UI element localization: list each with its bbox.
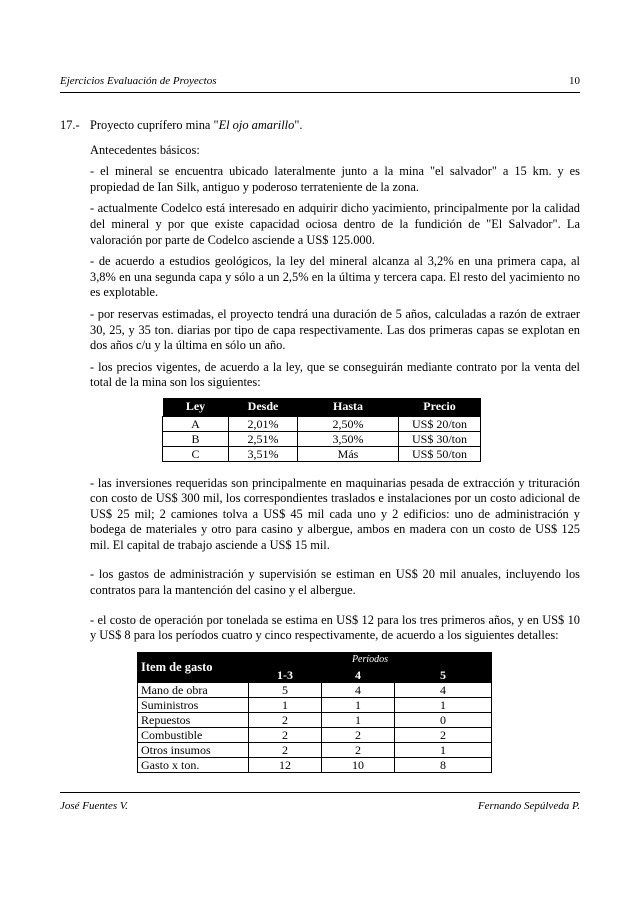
col-header: Precio [399,398,481,416]
cell: Repuestos [138,712,249,727]
cell: US$ 50/ton [399,446,481,461]
footer-author-right: Fernando Sepúlveda P. [477,800,580,812]
table-row [163,416,481,431]
cell: 2 [249,742,322,757]
cell: 2 [322,742,395,757]
period-header: 1-3 [249,667,322,682]
col-header: Desde [229,398,298,416]
cell: US$ 30/ton [399,431,481,446]
cell: C [163,446,229,461]
cell: 8 [395,757,492,772]
cell: 10 [322,757,395,772]
cell: 1 [322,712,395,727]
table-row [138,757,492,772]
cell: Mano de obra [138,682,249,697]
cell: Otros insumos [138,742,249,757]
paragraph: - de acuerdo a estudios geológicos, la ley del mineral alcanza al 3,2% en una primera capa, al 3,8% en una segunda capa y sólo a un 2,5% en la última y tercera capa. El resto del yacimiento no es explotable. [90,254,580,300]
paragraph: - por reservas estimadas, el proyecto tendrá una duración de 5 años, calculadas a razón de extraer 30, 25, y 35 ton. diarias por tipo de capa respectivamente. Las dos primeras capas se explotan en dos años c/u y la última en sólo un año. [90,306,580,353]
price-table [162,398,481,462]
cell: 2 [249,712,322,727]
exercise-title [60,118,580,134]
cell: 1 [322,697,395,712]
price-table-header [163,398,481,416]
cell: 2 [395,727,492,742]
paragraph: - actualmente Codelco está interesado en adquirir dicho yacimiento, principalmente por la calidad del mineral y por que existe capacidad ociosa dentro de la fundición de "El Salvador". La valoración por parte de Codelco asciende a US$ 125.000. [90,201,580,247]
table-row [138,742,492,757]
cell: Combustible [138,727,249,742]
cost-table [137,652,492,773]
cost-table-header-top [138,652,492,667]
cell: 2,51% [229,431,298,446]
item-header: Item de gasto [138,652,249,682]
cell: 1 [395,697,492,712]
cell: 3,51% [229,446,298,461]
table-row [138,682,492,697]
exercise-body [60,118,580,773]
period-header: 5 [395,667,492,682]
footer-rule [60,792,580,793]
period-header: 4 [322,667,395,682]
cell: 5 [249,682,322,697]
antecedentes-label: Antecedentes básicos: [90,142,200,157]
table-row [138,727,492,742]
cell: 2 [322,727,395,742]
paragraph: - el mineral se encuentra ubicado lateralmente junto a la mina "el salvador" a 15 km. y es propiedad de Ian Silk, antiguo y poderoso terrateniente de la zona. [90,164,580,194]
cell: B [163,431,229,446]
cell: Más [298,446,399,461]
cell: 12 [249,757,322,772]
cell: 1 [249,697,322,712]
title-italic: El ojo amarillo [218,118,295,132]
periods-label: Períodos [249,652,492,667]
cell: A [163,416,229,431]
cell: 3,50% [298,431,399,446]
paragraph: - los precios vigentes, de acuerdo a la ley, que se conseguirán mediante contrato por la venta del total de la mina son los siguientes: [90,359,580,390]
cell: 4 [322,682,395,697]
table-row [138,712,492,727]
title-prefix: Proyecto cuprífero mina " [90,118,219,132]
footer-author-left: José Fuentes V. [60,800,128,812]
page-header [60,75,580,87]
paragraph: - los gastos de administración y supervisión se estiman en US$ 20 mil anuales, incluyendo los contratos para la mantención del casino y el albergue. [90,567,580,598]
page-number: 10 [569,75,580,87]
cell: 0 [395,712,492,727]
table-row [138,697,492,712]
exercise-heading [90,118,302,134]
cell: 2,50% [298,416,399,431]
paragraph: - el costo de operación por tonelada se estima en US$ 12 para los tres primeros años, y en US$ 10 y US$ 8 para los períodos cuatro y cinco respectivamente, de acuerdo a los siguientes detalles: [90,612,580,643]
page-footer [60,800,580,812]
cell: 4 [395,682,492,697]
col-header: Ley [163,398,229,416]
header-title: Ejercicios Evaluación de Proyectos [60,75,217,87]
table-row [163,431,481,446]
cell: Suministros [138,697,249,712]
cell: US$ 20/ton [399,416,481,431]
col-header: Hasta [298,398,399,416]
cell: 2,01% [229,416,298,431]
exercise-number: 17.- [60,118,80,132]
paragraph: - las inversiones requeridas son principalmente en maquinarias pesada de extracción y trituración con costo de US$ 300 mil, los correspondientes traslados e instalaciones por un costo adicional de US$ 25 mil; 2 camiones tolva a US$ 45 mil cada uno y 2 edificios: uno de administración y bodega de materiales y otro para casino y albergue, ambos en madera con un costo de US$ 125 mil. El capital de trabajo asciende a US$ 15 mil. [90,475,580,552]
cell: 2 [249,727,322,742]
header-rule [60,92,580,93]
cell: 1 [395,742,492,757]
table-row [163,446,481,461]
cell: Gasto x ton. [138,757,249,772]
title-suffix: ". [294,118,303,132]
